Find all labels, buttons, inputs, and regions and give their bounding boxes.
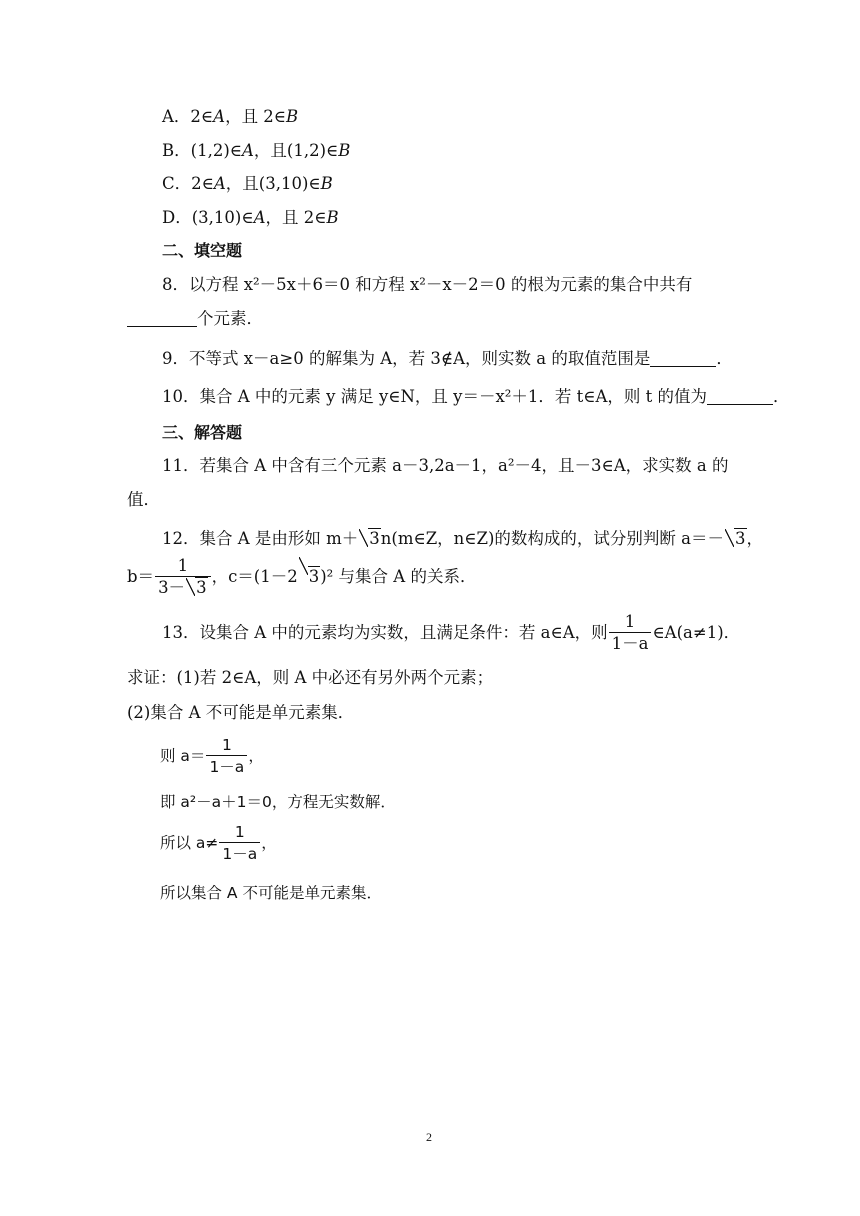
question-11: 11．若集合 A 中含有三个元素 a－3,2a－1，a²－4，且－3∈A，求实数 a 的 xyxy=(162,456,729,475)
question-13-proof-2: (2)集合 A 不可能是单元素集． xyxy=(127,703,355,722)
question-9: 9．不等式 x－a≥0 的解集为 A，若 3∉A，则实数 a 的取值范围是 ． xyxy=(162,349,733,368)
answer-blank[interactable] xyxy=(707,388,773,405)
question-8: 8．以方程 x²－5x＋6＝0 和方程 x²－x－2＝0 的根为元素的集合中共有 xyxy=(162,275,693,294)
question-13-proof-1: 求证：(1)若 2∈A，则 A 中必还有另外两个元素； xyxy=(127,668,494,687)
answer-blank[interactable] xyxy=(127,310,197,327)
option-d: D．(3,10)∈A，且 2∈B xyxy=(162,208,339,227)
question-12: 12．集合 A 是由形如 m＋ 3n(m∈Z，n∈Z)的数构成的，试分别判断 a＝－ 3， xyxy=(162,529,764,548)
question-13: 13．设集合 A 中的元素均为实数，且满足条件：若 a∈A，则 $\frac{1}{1-a}$ ∈A(a≠1)． xyxy=(162,612,741,653)
solution-line-1: 则 a＝ $\frac{1}{1-a}$ ， xyxy=(160,736,264,776)
option-a: A．2∈A，且 2∈B xyxy=(162,107,299,126)
question-10: 10．集合 A 中的元素 y 满足 y∈N，且 y＝－x²＋1．若 t∈A，则 t 的值为 ． xyxy=(162,387,790,406)
section-heading-solve: 三、解答题 xyxy=(162,423,243,442)
fraction: $\frac{1}{1-a}$ xyxy=(609,612,652,655)
section-heading-fill: 二、填空题 xyxy=(162,241,243,260)
answer-blank[interactable] xyxy=(650,350,716,367)
fraction: $\frac{1}{1-a}$ xyxy=(206,735,247,778)
sqrt-symbol: 3 xyxy=(359,528,381,550)
option-b: B．(1,2)∈A，且(1,2)∈B xyxy=(162,141,351,160)
sqrt-symbol: 3 xyxy=(299,556,321,598)
fraction: $\frac{1}{1-a}$ xyxy=(219,822,260,865)
fraction: $\frac{1}{3- 3}$ xyxy=(155,556,211,599)
solution-line-4: 所以集合 A 不可能是单元素集． xyxy=(160,884,382,902)
solution-line-2: 即 a²－a＋1＝0，方程无实数解． xyxy=(160,793,396,811)
solution-line-3: 所以 a≠ $\frac{1}{1-a}$ ， xyxy=(160,823,277,863)
page-number: 2 xyxy=(426,1130,432,1144)
sqrt-symbol: 3 xyxy=(186,577,208,599)
question-12-cont: b＝ $\frac{1}{3- 3}$ ，c＝(1－2 3)² 与集合 A 的关系． xyxy=(127,556,477,597)
question-11-cont: 值． xyxy=(127,490,160,509)
option-c: C．2∈A，且(3,10)∈B xyxy=(162,174,333,193)
question-8-cont: 个元素． xyxy=(127,308,263,330)
sqrt-symbol: 3 xyxy=(725,528,747,550)
